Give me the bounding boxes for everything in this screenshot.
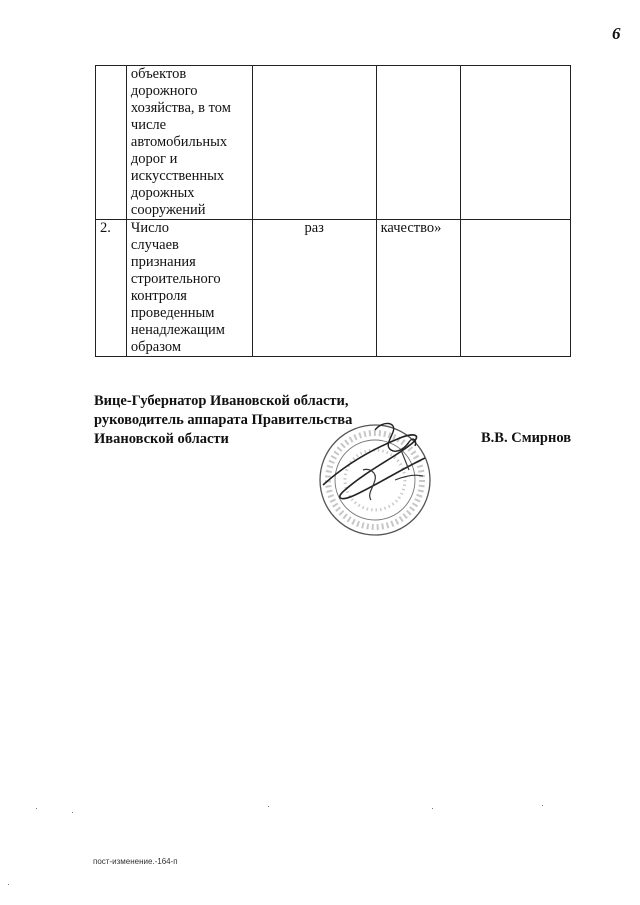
indicator-line: контроля [130,288,187,304]
indicator-line: признания [130,254,196,270]
official-seal-with-signature [305,410,455,550]
page-number: 6 [612,24,621,43]
indicator-word: случаев [130,237,179,253]
indicator-line: объектов [130,66,187,82]
indicator-line: образом [130,339,182,355]
indicator-name-cell [126,220,252,357]
indicator-word: Число [130,220,170,236]
scan-speck [268,806,269,807]
indicator-line: числе [130,117,167,133]
category-cell: качество» [376,220,460,357]
indicator-line: ненадлежащим [130,322,225,338]
signatory-name: В.В. Смирнов [481,430,572,446]
signatory-title-line: руководитель аппарата Правительства [94,412,353,428]
unit-cell [252,66,376,220]
indicators-table [95,65,571,357]
scan-speck [432,808,433,809]
empty-cell [460,66,570,220]
scan-speck [542,805,543,806]
scan-speck [8,884,9,885]
category-cell [376,66,460,220]
scan-speck [72,812,73,813]
indicator-line: автомобильных [130,134,228,150]
scan-speck [36,808,37,809]
indicator-line: дорог и [130,151,178,167]
row-number-cell [96,66,127,220]
empty-cell [460,220,570,357]
indicator-name-cell [126,66,252,220]
indicator-line: хозяйства, в том [130,100,231,116]
table-row [96,66,571,220]
indicator-line: проведенным [130,305,215,321]
indicator-line: дорожных [130,185,195,201]
indicator-line: сооружений [130,202,206,218]
table-row [96,220,571,357]
row-number-cell: 2. [96,220,127,357]
unit-cell: раз [252,220,376,357]
indicator-line: строительного [130,271,221,287]
indicator-line: дорожного [130,83,198,99]
signatory-title-line: Ивановской области [94,431,229,447]
signatory-title-line: Вице-Губернатор Ивановской области, [94,393,349,409]
indicator-line: искусственных [130,168,225,184]
document-footer-id: пост-изменение.-164-п [93,857,178,866]
indicator-first-line [131,220,248,254]
